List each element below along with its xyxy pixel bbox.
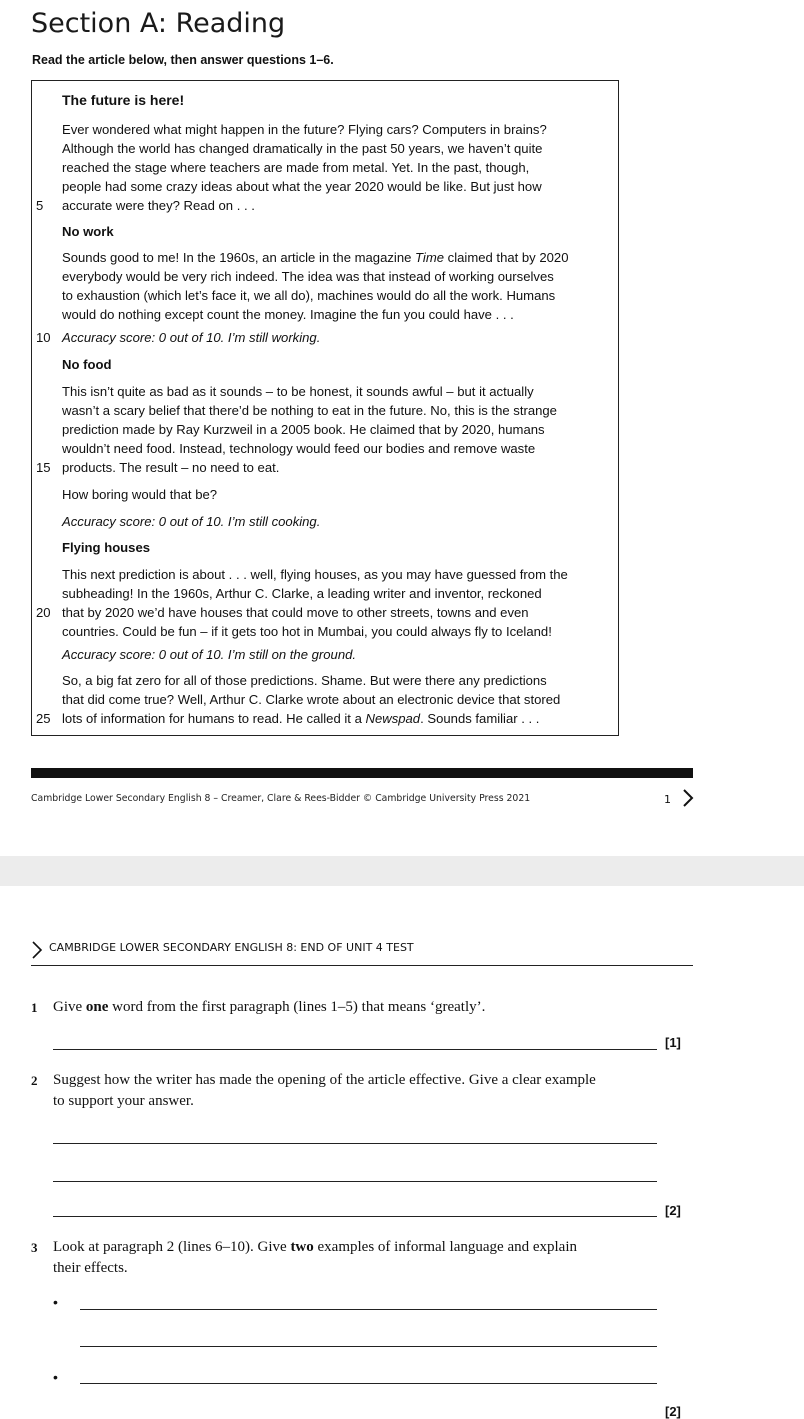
article-line: 25 lots of information for humans to read. He called it a Newspad. Sounds familiar . . .: [36, 711, 540, 726]
article-title: The future is here!: [62, 92, 185, 108]
article-line: prediction made by Ray Kurzweil in a 2005 book. He claimed that by 2020, humans: [62, 422, 545, 437]
question-number: 2: [31, 1073, 38, 1088]
line-number: 10: [36, 330, 51, 345]
line-number: 15: [36, 460, 51, 475]
mark-allocation: [2]: [665, 1203, 681, 1218]
article-line: So, a big fat zero for all of those predictions. Shame. But were there any predictions: [62, 673, 547, 688]
section-title: Section A: Reading: [31, 8, 286, 39]
article-line: would do nothing except count the money. Imagine the fun you could have . . .: [62, 307, 514, 322]
article-line: everybody would be very rich indeed. The idea was that instead of working ourselves: [62, 269, 554, 284]
answer-line[interactable]: [80, 1309, 657, 1310]
footer-copyright: Cambridge Lower Secondary English 8 – Creamer, Clare & Rees-Bidder © Cambridge University Press 2021: [31, 793, 531, 804]
question-2-text: Suggest how the writer has made the opening of the article effective. Give a clear example: [53, 1072, 596, 1088]
article-line: Ever wondered what might happen in the future? Flying cars? Computers in brains?: [62, 122, 547, 137]
line-number: 25: [36, 711, 51, 726]
article-box: [31, 80, 619, 736]
header-title: CAMBRIDGE LOWER SECONDARY ENGLISH 8: END OF UNIT 4 TEST: [49, 941, 414, 954]
instruction-text: Read the article below, then answer questions 1–6.: [32, 53, 334, 67]
article-line: wasn’t a scary belief that there’d be nothing to eat in the future. No, this is the strange: [62, 403, 557, 418]
answer-line[interactable]: [80, 1383, 657, 1384]
answer-line[interactable]: [53, 1049, 657, 1050]
line-number: 20: [36, 605, 51, 620]
question-number: 1: [31, 1000, 38, 1015]
article-line: countries. Could be fun – if it gets too hot in Mumbai, you could always fly to Iceland!: [62, 624, 552, 639]
article-line: reached the stage where teachers are made from metal. Yet. In the past, though,: [62, 160, 530, 175]
article-line: Sounds good to me! In the 1960s, an article in the magazine Time claimed that by 2020: [62, 250, 569, 265]
chevron-right-icon: [31, 940, 43, 960]
answer-line[interactable]: [53, 1143, 657, 1144]
article-line: wouldn’t need food. Instead, technology would feed our bodies and remove waste: [62, 441, 536, 456]
article-line: people had some crazy ideas about what the year 2020 would be like. But just how: [62, 179, 542, 194]
article-line: Although the world has changed dramatically in the past 50 years, we haven’t quite: [62, 141, 543, 156]
article-line: How boring would that be?: [62, 487, 218, 502]
accuracy-score: Accuracy score: 0 out of 10. I’m still cooking.: [62, 514, 321, 529]
article-line: subheading! In the 1960s, Arthur C. Clarke, a leading writer and inventor, reckoned: [62, 586, 542, 601]
bullet-point: •: [53, 1369, 58, 1385]
article-line: that did come true? Well, Arthur C. Clarke wrote about an electronic device that stored: [62, 692, 561, 707]
subheading-no-work: No work: [62, 224, 114, 239]
article-line: 15 products. The result – no need to eat.: [36, 460, 280, 475]
footer-bar: [31, 768, 693, 778]
question-number: 3: [31, 1240, 38, 1255]
running-header: [31, 937, 693, 966]
question-2-text-cont: to support your answer.: [53, 1093, 194, 1109]
article-line: This isn’t quite as bad as it sounds – to be honest, it sounds awful – but it actually: [62, 384, 534, 399]
mark-allocation: [1]: [665, 1035, 681, 1050]
article-line: This next prediction is about . . . well, flying houses, as you may have guessed from the: [62, 567, 568, 582]
article-line: to exhaustion (which let’s face it, we all do), machines would do all the work. Humans: [62, 288, 556, 303]
question-3-text-cont: their effects.: [53, 1260, 128, 1276]
chevron-right-icon: [682, 788, 694, 808]
question-3-text: Look at paragraph 2 (lines 6–10). Give two examples of informal language and explain: [53, 1239, 578, 1255]
article-line: 20 that by 2020 we’d have houses that could move to other streets, towns and even: [36, 605, 529, 620]
line-number: 5: [36, 198, 44, 213]
answer-line[interactable]: [53, 1181, 657, 1182]
page-2: [0, 886, 804, 1419]
answer-line[interactable]: [53, 1216, 657, 1217]
page-number: 1: [664, 793, 671, 806]
subheading-no-food: No food: [62, 357, 112, 372]
question-1-text: Give one word from the first paragraph (lines 1–5) that means ‘greatly’.: [53, 999, 486, 1015]
bullet-point: •: [53, 1294, 58, 1310]
article-line: 5 accurate were they? Read on . . .: [36, 198, 255, 213]
page-gap: [0, 856, 804, 886]
answer-line[interactable]: [80, 1346, 657, 1347]
accuracy-score: Accuracy score: 0 out of 10. I’m still on the ground.: [62, 647, 357, 662]
mark-allocation: [2]: [665, 1404, 681, 1419]
subheading-flying-houses: Flying houses: [62, 540, 151, 555]
accuracy-score: 10 Accuracy score: 0 out of 10. I’m still working.: [36, 330, 321, 345]
